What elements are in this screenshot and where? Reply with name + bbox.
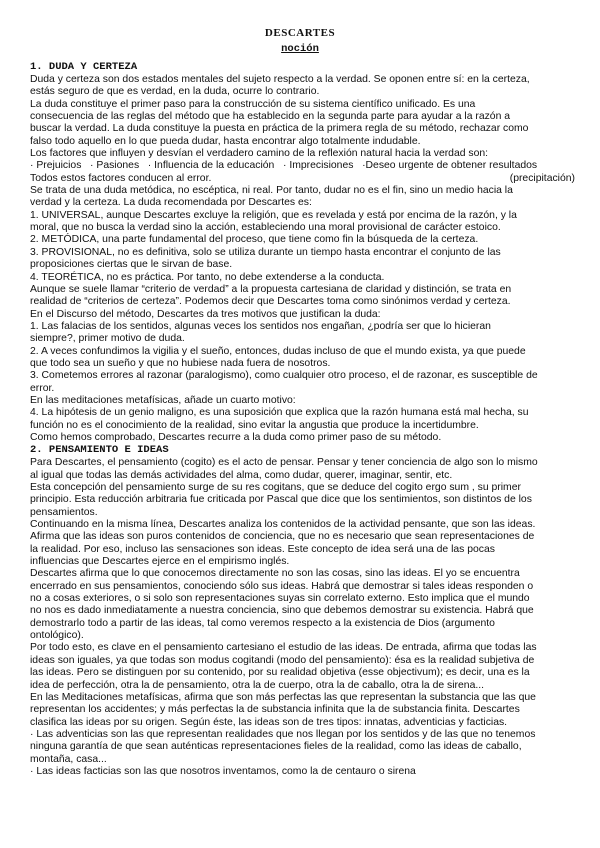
paragraph: 1. Las falacias de los sentidos, algunas veces los sentidos nos engañan, ¿podría ser que lo hicieran siempre?, primer motivo de duda.	[30, 320, 491, 345]
document-subtitle: noción	[281, 43, 319, 55]
paragraph: Continuando en la misma línea, Descartes analiza los contenidos de la actividad pensante, que son las ideas. Afirma que las ideas son puros contenidos de conciencia, que no es necesario que sean representaciones de la realidad. Por eso, incluso las sensaciones son ideas. Este concepto de idea será una de las pocas influencias que Descartes ejerce en el empirismo inglés.	[30, 519, 536, 568]
paragraph: Se trata de una duda metódica, no escéptica, ni real. Por tanto, dudar no es el fin, sino un medio hacia la verdad y la certeza. La duda recomendada por Descartes es:	[30, 185, 513, 209]
factors-summary-row	[30, 173, 575, 185]
paragraph: 4. La hipótesis de un genio maligno, es una suposición que explica que la razón humana está mal hecha, su función no es el conocimiento de la realidad, sino evitar la angustia que produce la incertidumbre.	[30, 407, 529, 431]
paragraph: 2. A veces confundimos la vigilia y el sueño, entonces, dudas incluso de que el mundo exista, ya que puede que todo sea un sueño y que no hubiese nada fuera de nosotros.	[30, 345, 526, 369]
paragraph: Esta concepción del pensamiento surge de su res cogitans, que se deduce del cogito ergo sum , su primer principio. Esta reducción arbitraria fue criticada por Pascal que dice que los sentimientos, son distintos de los pensamientos.	[30, 482, 532, 518]
paragraph: Duda y certeza son dos estados mentales del sujeto respecto a la verdad. Se oponen entre sí: en la certeza, estás seguro de que es verdad, en la duda, ocurre lo contrario.	[30, 74, 530, 98]
paragraph: 1. UNIVERSAL, aunque Descartes excluye la religión, que es revelada y está por encima de la razón, y la moral, que no busca la verdad sino la acción, estableciendo una moral provisional de carácter estoico.	[30, 209, 517, 234]
document-body	[30, 61, 575, 778]
paragraph: 3. Cometemos errores al razonar (paralogismo), como cualquier otro proceso, el de razonar, es susceptible de error.	[30, 370, 538, 394]
paragraph: 2. METÓDICA, una parte fundamental del proceso, que tiene como fin la búsqueda de la certeza.	[30, 234, 479, 246]
paragraph: Para Descartes, el pensamiento (cogito) es el acto de pensar. Pensar y tener conciencia de algo son lo mismo al igual que todas las demás actividades del alma, como dudar, querer, imaginar, sentir, etc.	[30, 457, 538, 481]
paragraph: · Las ideas facticias son las que nosotros inventamos, como la de centauro o sirena	[30, 765, 416, 777]
section-heading-duda: 1. DUDA Y CERTEZA	[30, 61, 138, 73]
section-heading-pensamiento: 2. PENSAMIENTO E IDEAS	[30, 444, 169, 457]
paragraph: Los factores que influyen y desvían el verdadero camino de la reflexión natural hacia la verdad son:	[30, 148, 489, 160]
paragraph: Aunque se suele llamar “criterio de verdad” a la propuesta cartesiana de claridad y distinción, se trata en realidad de “criterios de certeza”. Podemos decir que Descartes toma como sinónimos verdad y certeza.	[30, 283, 512, 308]
paragraph: En las Meditaciones metafísicas, afirma que son más perfectas las que representan la substancia que las que representan los accidentes; y más perfectas la de substancia infinita que la de substancia finita. Descartes clasifica las ideas por su origen. Según éste, las ideas son de tres tipos: innatas, adventicias y facticias.	[30, 691, 536, 728]
factors-summary: Todos estos factores conducen al error.	[30, 172, 212, 184]
paragraph: Descartes afirma que lo que conocemos directamente no son las cosas, sino las ideas. El yo se encuentra encerrado en sus pensamientos, conociendo sólo sus ideas. Habrá que demostrar si tales ideas responden o no a cosas exteriores, o si solo son representaciones suyas sin correlato externo. Esto implica que el mundo no nos es dado inmediatamente a nuestra conciencia, sino que debemos demostrar su existencia. Habrá que demostrarlo todo a partir de las ideas, tal como veremos respecto a la existencia de Dios (argumento ontológico).	[30, 568, 534, 642]
paragraph: 4. TEORÉTICA, no es práctica. Por tanto, no debe extenderse a la conducta.	[30, 271, 385, 283]
factors-note: (precipitación)	[509, 172, 575, 184]
paragraph: · Las adventicias son las que representan realidades que nos llegan por los sentidos y de las que no tenemos ninguna garantía de que sean auténticas representaciones fieles de la realidad, como las ideas de caballo, montaña, casa...	[30, 728, 536, 765]
paragraph: Como hemos comprobado, Descartes recurre a la duda como primer paso de su método.	[30, 431, 442, 443]
paragraph: Por todo esto, es clave en el pensamiento cartesiano el estudio de las ideas. De entrada, afirma que todas las ideas son iguales, ya que todas son modus cogitandi (modo del pensamiento): ésa es la realidad subjetiva de las ideas. Pero se distinguen por su contenido, por su realidad objetiva (esse objectivum); es decir, una es la idea de perfección, otra la de pensamiento, otra la de cuerpo, otra la de caballo, otra la de sirena...	[30, 642, 537, 691]
factors-list: · Prejuicios · Pasiones · Influencia de la educación · Imprecisiones ·Deseo urgente de obtener resultados	[30, 160, 538, 172]
document-title: DESCARTES	[264, 27, 336, 39]
paragraph: 3. PROVISIONAL, no es definitiva, solo se utiliza durante un tiempo hasta encontrar el conjunto de las proposiciones ciertas que le sirvan de base.	[30, 246, 501, 271]
paragraph: La duda constituye el primer paso para la construcción de su sistema científico unificado. Es una consecuencia de las reglas del método que ha establecido en la segunda parte para ayudar a la razón a buscar la verdad. La duda constituye la puesta en práctica de la primera regla de su método, rechazar como falso todo aquello en lo que pueda dudar, hasta encontrar algo totalmente indudable.	[30, 98, 529, 147]
paragraph: En las meditaciones metafísicas, añade un cuarto motivo:	[30, 394, 296, 406]
paragraph: En el Discurso del método, Descartes da tres motivos que justifican la duda:	[30, 308, 381, 320]
